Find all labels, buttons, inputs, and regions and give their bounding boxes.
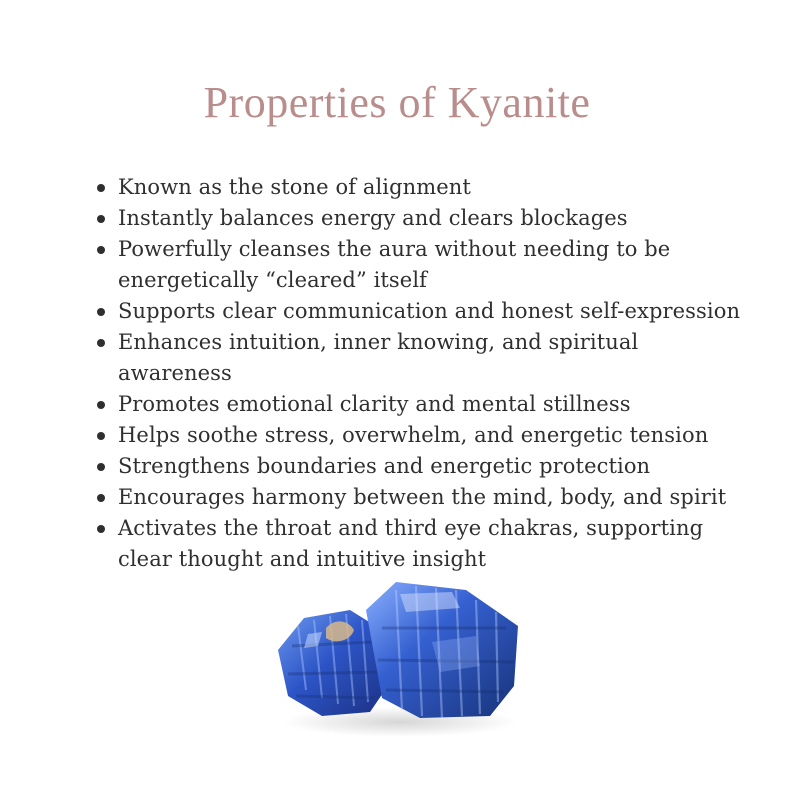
- bullet-icon: [97, 246, 105, 254]
- list-item: [94, 451, 754, 482]
- list-item: [94, 172, 754, 203]
- list-item: [94, 234, 754, 296]
- bullet-icon: [97, 463, 105, 471]
- bullet-icon: [97, 401, 105, 409]
- crystal-right: [366, 582, 518, 718]
- list-item-text: Activates the throat and third eye chakras, supporting clear thought and intuitive insight: [118, 516, 704, 571]
- bullet-icon: [97, 308, 105, 316]
- list-item-text: Powerfully cleanses the aura without needing to be energetically “cleared” itself: [118, 237, 671, 292]
- kyanite-crystals-image: [270, 572, 530, 742]
- bullet-icon: [97, 525, 105, 533]
- list-item-text: Helps soothe stress, overwhelm, and energetic tension: [118, 423, 709, 447]
- kyanite-crystals-illustration: [270, 572, 530, 742]
- list-item: [94, 513, 754, 575]
- list-item: [94, 389, 754, 420]
- page-title: Properties of Kyanite: [203, 78, 591, 127]
- list-item-text: Supports clear communication and honest self-expression: [118, 299, 741, 323]
- bullet-icon: [97, 339, 105, 347]
- list-item: [94, 296, 754, 327]
- list-item: [94, 420, 754, 451]
- bullet-icon: [97, 215, 105, 223]
- list-item-text: Strengthens boundaries and energetic protection: [118, 454, 651, 478]
- bullet-icon: [97, 432, 105, 440]
- list-item-text: Enhances intuition, inner knowing, and spiritual awareness: [118, 330, 639, 385]
- properties-list: [94, 172, 754, 575]
- list-item-text: Instantly balances energy and clears blockages: [118, 206, 628, 230]
- list-item: [94, 482, 754, 513]
- list-item-text: Encourages harmony between the mind, body, and spirit: [118, 485, 727, 509]
- list-item: [94, 327, 754, 389]
- list-item-text: Promotes emotional clarity and mental stillness: [118, 392, 631, 416]
- bullet-icon: [97, 184, 105, 192]
- list-item: [94, 203, 754, 234]
- bullet-icon: [97, 494, 105, 502]
- list-item-text: Known as the stone of alignment: [118, 175, 471, 199]
